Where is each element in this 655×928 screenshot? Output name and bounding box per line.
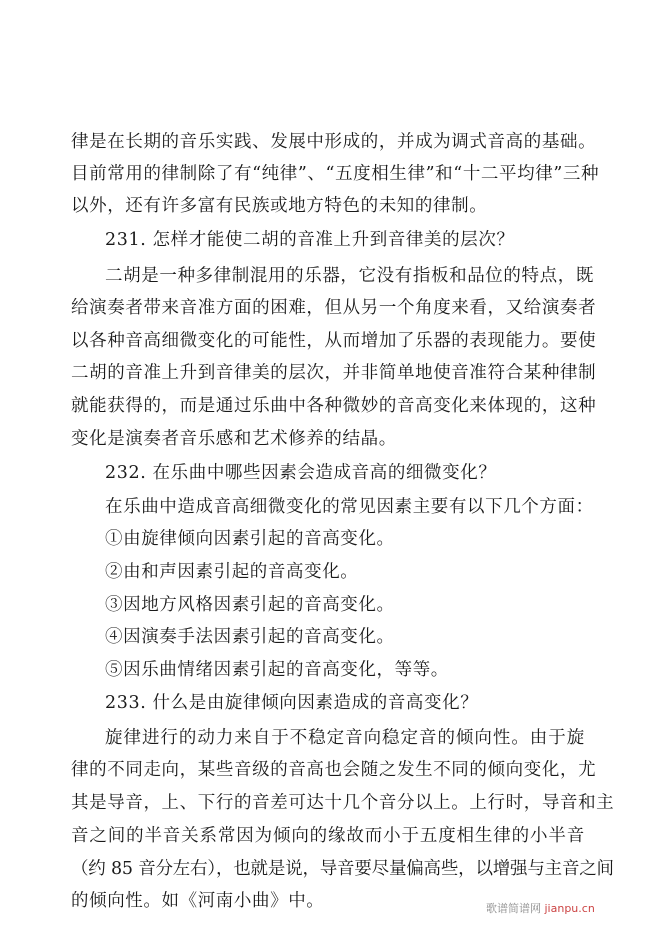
section-heading-233: 233. 什么是由旋律倾向因素造成的音高变化？ [105, 693, 479, 713]
text-line-12: 在乐曲中造成音高细微变化的常见因素主要有以下几个方面： [105, 497, 594, 517]
section-heading-231: 231. 怎样才能使二胡的音准上升到音律美的层次？ [105, 230, 515, 250]
text-line-23: （约 85 音分左右），也就是说，导音要尽量偏高些，以增强与主音之间 [71, 859, 614, 879]
text-line-1: 律 是 在 长 期 的 音 乐 实 践 、 发 展 中 形 成 的 ， 并 成 为 调 式 音 高 的 基 础 。 [71, 132, 597, 152]
text-line-24: 的倾向性。如《河南小曲》中。 [71, 891, 325, 911]
text-line-2: 目 前 常 用 的 律 制 除 了 有 “ 纯 律 ” 、 “ 五 度 相 生 律 ” 和 “ 十 二 平 均 律 ” 三 种 [71, 164, 600, 184]
list-item-3: ③因地方风格因素引起的音高变化。 [105, 595, 395, 615]
text-line-19: 旋 律 进 行 的 动 力 来 自 于 不 稳 定 音 向 稳 定 音 的 倾 向 性 。 由 于 旋 [105, 728, 585, 748]
list-item-4: ④因演奏手法因素引起的音高变化。 [105, 627, 395, 647]
watermark [486, 900, 595, 916]
watermark-url: jianpu.cn [544, 902, 595, 915]
text-line-6: 给 演 奏 者 带 来 音 准 方 面 的 困 难 ， 但 从 另 一 个 角 度 来 看 ， 又 给 演 奏 者 [71, 298, 597, 318]
text-line-3: 以外，还有许多富有民族或地方特色的未知的律制。 [71, 196, 488, 216]
text-line-9: 就 能 获 得 的 ， 而 是 通 过 乐 曲 中 各 种 微 妙 的 音 高 变 化 来 体 现 的 ， 这 种 [71, 396, 597, 416]
list-item-1: ①由旋律倾向因素引起的音高变化。 [105, 529, 395, 549]
section-heading-232: 232. 在乐曲中哪些因素会造成音高的细微变化？ [105, 463, 497, 483]
text-line-20: 律 的 不 同 走 向 ， 某 些 音 级 的 音 高 也 会 随 之 发 生 不 同 的 倾 向 变 化 ， 尤 [71, 760, 597, 780]
text-line-5: 二 胡 是 一 种 多 律 制 混 用 的 乐 器 ， 它 没 有 指 板 和 品 位 的 特 点 ， 既 [105, 266, 594, 286]
text-line-21: 其 是 导 音 ， 上 、 下 行 的 音 差 可 达 十 几 个 音 分 以 上 。 上 行 时 ， 导 音 和 主 [71, 793, 615, 813]
text-line-22: 音 之 间 的 半 音 关 系 常 因 为 倾 向 的 缘 故 而 小 于 五 度 相 生 律 的 小 半 音 [71, 826, 585, 846]
list-item-5: ⑤因乐曲情绪因素引起的音高变化，等等。 [105, 660, 449, 680]
list-item-2: ②由和声因素引起的音高变化。 [105, 562, 359, 582]
text-line-10: 变化是演奏者音乐感和艺术修养的结晶。 [71, 429, 397, 449]
text-line-8: 二 胡 的 音 准 上 升 到 音 律 美 的 层 次 ， 并 非 简 单 地 使 音 准 符 合 某 种 律 制 [71, 363, 597, 383]
watermark-site-name: 歌谱简谱网 [486, 902, 541, 915]
text-line-7: 以 各 种 音 高 细 微 变 化 的 可 能 性 ， 从 而 增 加 了 乐 器 的 表 现 能 力 。 要 使 [71, 331, 597, 351]
